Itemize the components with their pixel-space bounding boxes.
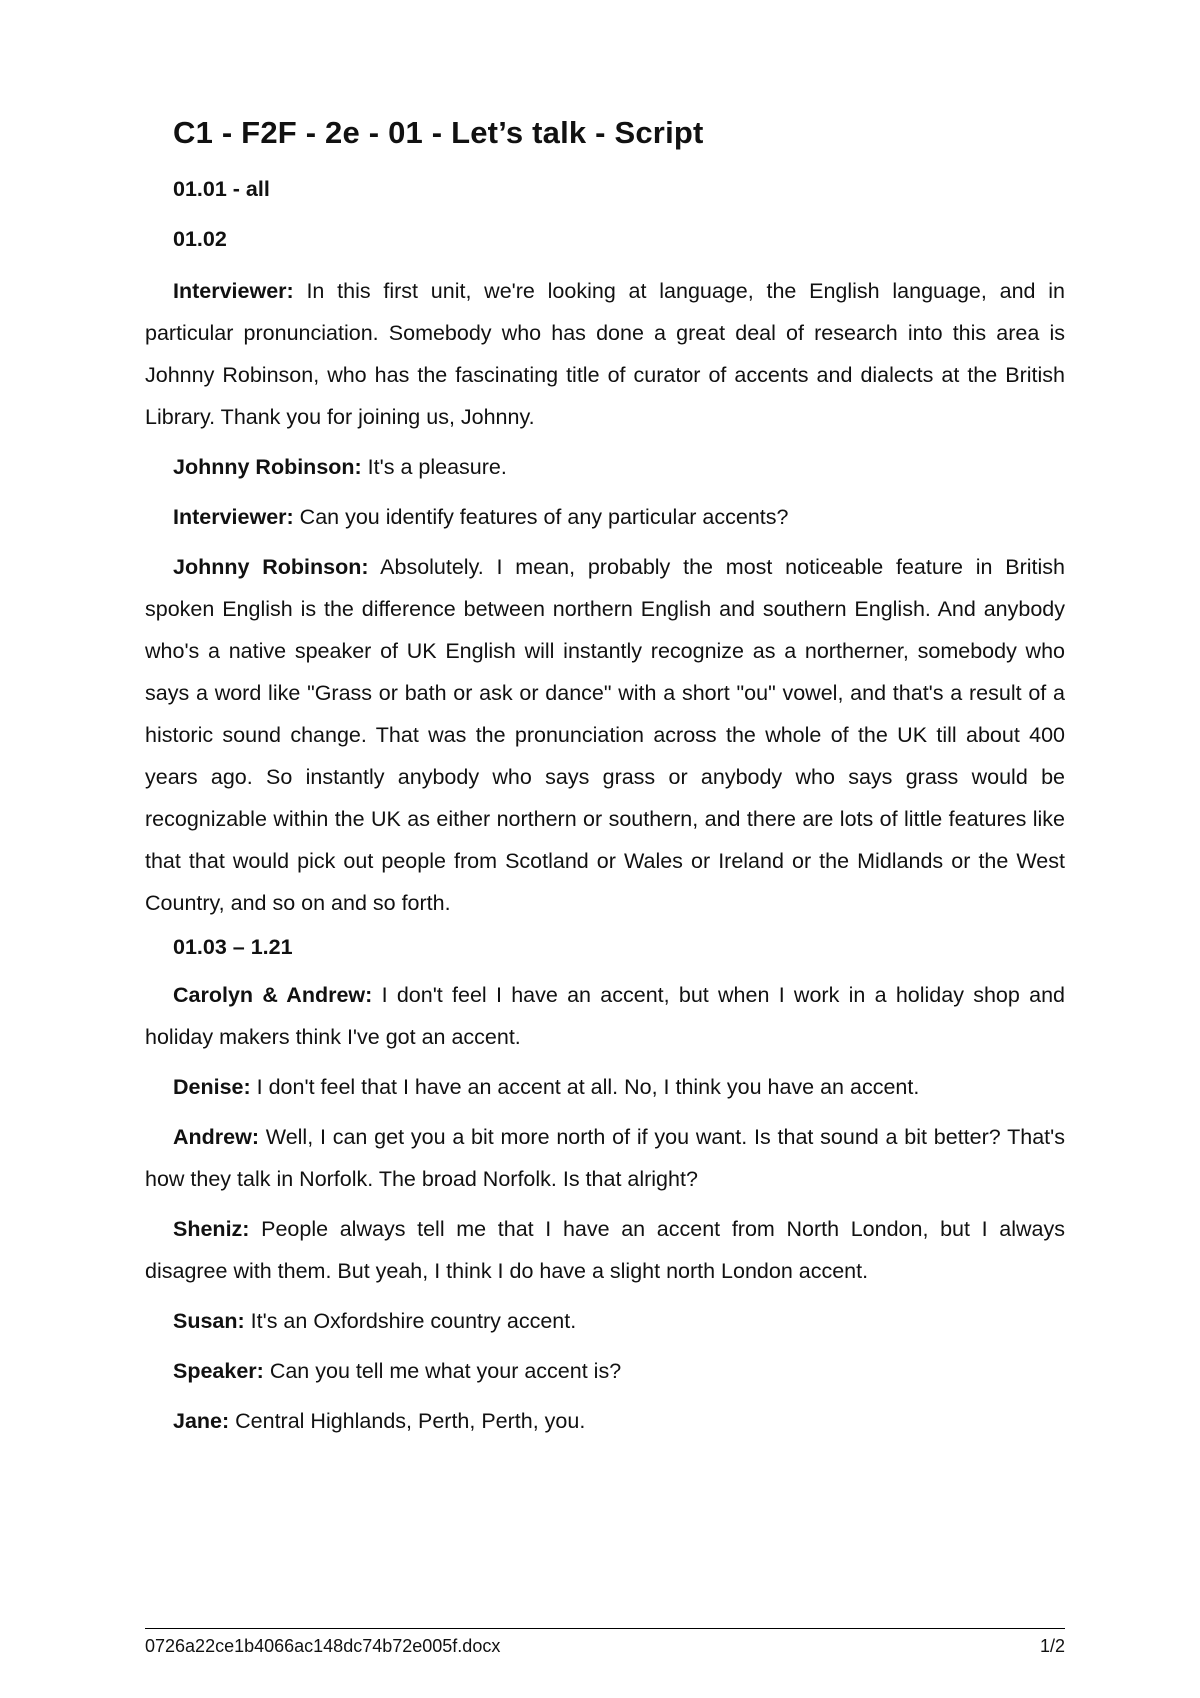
- speech-text: Central Highlands, Perth, Perth, you.: [229, 1409, 586, 1433]
- transcript-line: [145, 546, 1065, 924]
- speaker-name: Johnny Robinson:: [173, 455, 362, 479]
- speaker-name: Andrew:: [173, 1125, 259, 1149]
- transcript-line: [145, 1350, 1065, 1392]
- transcript-line: [145, 974, 1065, 1058]
- document-body: [145, 112, 1065, 1450]
- speech-text: In this first unit, we're looking at language, the English language, and in particular pronunciation. Somebody who has done a great deal of research into this area is Johnny Robinson, who has the fascinating title of curator of accents and dialects at the British Library. Thank you for joining us, Johnny.: [145, 279, 1065, 429]
- speech-text: Absolutely. I mean, probably the most noticeable feature in British spoken English is the difference between northern English and southern English. And anybody who's a native speaker of UK English will instantly recognize as a northerner, somebody who says a word like "Grass or bath or ask or dance" with a short "ou" vowel, and that's a result of a historic sound change. That was the pronunciation across the whole of the UK till about 400 years ago. So instantly anybody who says grass or anybody who says grass would be recognizable within the UK as either northern or southern, and there are lots of little features like that that would pick out people from Scotland or Wales or Ireland or the Midlands or the West Country, and so on and so forth.: [145, 555, 1065, 915]
- transcript-line: [145, 1300, 1065, 1342]
- page-footer: [145, 1628, 1065, 1657]
- speaker-name: Sheniz:: [173, 1217, 250, 1241]
- transcript-line: [145, 446, 1065, 488]
- transcript-block-0102: [145, 270, 1065, 924]
- speech-text: I don't feel I have an accent, but when I work in a holiday shop and holiday makers think I've got an accent.: [145, 983, 1065, 1049]
- speech-text: It's an Oxfordshire country accent.: [244, 1309, 577, 1333]
- speaker-name: Speaker:: [173, 1359, 264, 1383]
- speaker-name: Carolyn & Andrew:: [173, 983, 373, 1007]
- speech-text: Can you tell me what your accent is?: [263, 1359, 622, 1383]
- transcript-line: [145, 1066, 1065, 1108]
- speaker-name: Denise:: [173, 1075, 251, 1099]
- speech-text: I don't feel that I have an accent at all. No, I think you have an accent.: [250, 1075, 920, 1099]
- footer-filename: 0726a22ce1b4066ac148dc74b72e005f.docx: [145, 1636, 501, 1656]
- speaker-name: Interviewer:: [173, 279, 294, 303]
- speech-text: People always tell me that I have an accent from North London, but I always disagree with them. But yeah, I think I do have a slight north London accent.: [145, 1217, 1065, 1283]
- speech-text: It's a pleasure.: [361, 455, 507, 479]
- section-heading-0101: 01.01 - all: [173, 177, 270, 201]
- transcript-line: [145, 496, 1065, 538]
- section-heading-0103: 01.03 – 1.21: [173, 935, 293, 959]
- speaker-name: Interviewer:: [173, 505, 294, 529]
- transcript-block-0103: [145, 974, 1065, 1442]
- footer-page-number: 1/2: [1039, 1636, 1065, 1656]
- speaker-name: Jane:: [173, 1409, 230, 1433]
- transcript-line: [145, 1116, 1065, 1200]
- transcript-line: [145, 270, 1065, 438]
- speaker-name: Johnny Robinson:: [173, 555, 369, 579]
- document-title: C1 - F2F - 2e - 01 - Let’s talk - Script: [173, 115, 704, 150]
- transcript-line: [145, 1208, 1065, 1292]
- speaker-name: Susan:: [173, 1309, 245, 1333]
- speech-text: Well, I can get you a bit more north of if you want. Is that sound a bit better? That's how they talk in Norfolk. The broad Norfolk. Is that alright?: [145, 1125, 1065, 1191]
- transcript-line: [145, 1400, 1065, 1442]
- speech-text: Can you identify features of any particular accents?: [293, 505, 789, 529]
- section-heading-0102: 01.02: [173, 227, 227, 251]
